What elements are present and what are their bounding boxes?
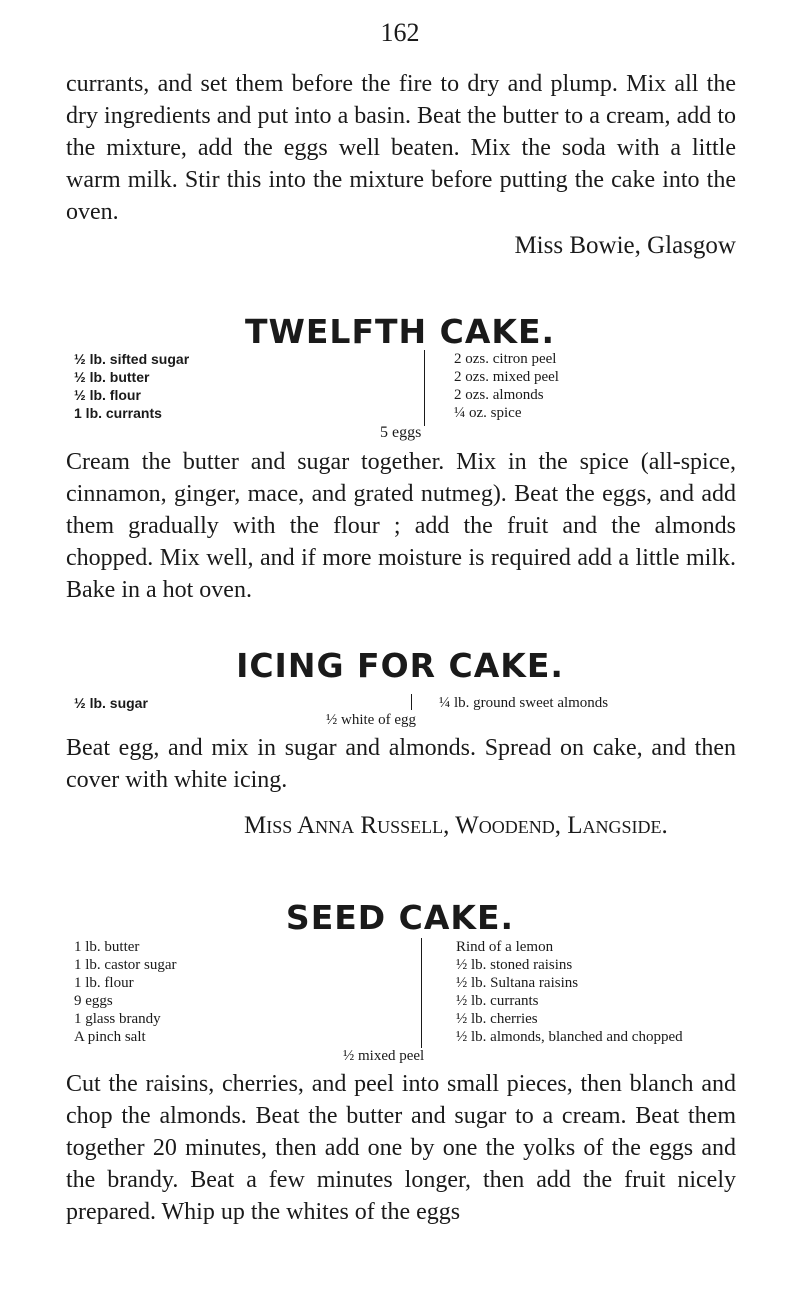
signature-bowie: Miss Bowie, Glasgow bbox=[514, 232, 736, 259]
signature-russell bbox=[244, 812, 668, 840]
ingredient-divider bbox=[411, 694, 412, 710]
ingredient-item: 9 eggs bbox=[74, 993, 113, 1009]
ingredient-item: 1 lb. flour bbox=[74, 975, 134, 991]
recipe-title-icing-for-cake: ICING FOR CAKE. bbox=[236, 646, 564, 685]
twelfth-cake-left-ingredients bbox=[74, 350, 189, 422]
twelfth-cake-right-ingredients bbox=[454, 350, 559, 422]
intro-paragraph: currants, and set them before the fire to dry and plump. Mix all the dry ingredients and put into a basin. Beat the butter to a cream, add to the mixture, add the eggs well beaten. Mix the soda with a little warm milk. Stir this into the mixture before putting the cake into the oven. bbox=[66, 71, 736, 225]
icing-right-ingredient: ¼ lb. ground sweet almonds bbox=[439, 695, 609, 711]
ingredient-item: ½ lb. currants bbox=[456, 993, 539, 1009]
ingredient-item: ½ lb. sifted sugar bbox=[74, 351, 190, 367]
ingredient-item: A pinch salt bbox=[74, 1029, 146, 1045]
recipe-title-twelfth-cake: TWELFTH CAKE. bbox=[244, 312, 556, 351]
ingredient-item: 2 ozs. almonds bbox=[454, 387, 544, 403]
seed-cake-left-ingredients bbox=[74, 938, 176, 1046]
ingredient-item: ½ lb. almonds, blanched and chopped bbox=[456, 1029, 683, 1045]
ingredient-item: 1 lb. castor sugar bbox=[74, 957, 177, 973]
seed-cake-right-ingredients bbox=[456, 938, 683, 1046]
ingredient-divider bbox=[421, 938, 422, 1048]
icing-center-ingredient: ½ white of egg bbox=[326, 712, 416, 728]
ingredient-item: ½ lb. flour bbox=[74, 387, 141, 403]
ingredient-divider bbox=[424, 350, 425, 426]
ingredient-item: 2 ozs. citron peel bbox=[454, 351, 557, 367]
twelfth-cake-method: Cream the butter and sugar together. Mix in the spice (all-spice, cinnamon, ginger, mace, and grated nutmeg). Beat the eggs, and add them gradually with the flour ; add the fruit and the almonds chopped. Mix well, and if more moisture is required add a little milk. Bake in a hot oven. bbox=[66, 449, 736, 603]
ingredient-item: Rind of a lemon bbox=[456, 939, 554, 955]
ingredient-item: 1 lb. butter bbox=[74, 939, 140, 955]
ingredient-item: 2 ozs. mixed peel bbox=[454, 369, 559, 385]
signature-text: Miss Anna Russell, Woodend, Langside. bbox=[244, 812, 668, 839]
ingredient-item: ½ lb. stoned raisins bbox=[456, 957, 573, 973]
ingredient-item: ½ lb. Sultana raisins bbox=[456, 975, 579, 991]
seed-cake-center-ingredient: ½ mixed peel bbox=[343, 1048, 425, 1064]
ingredient-item: ¼ oz. spice bbox=[454, 405, 522, 421]
icing-left-ingredient: ½ lb. sugar bbox=[74, 695, 148, 711]
ingredient-item: 1 glass brandy bbox=[74, 1011, 161, 1027]
ingredient-item: ½ lb. butter bbox=[74, 369, 150, 385]
twelfth-cake-center-ingredient: 5 eggs bbox=[380, 424, 422, 441]
ingredient-item: 1 lb. currants bbox=[74, 405, 162, 421]
recipe-title-seed-cake: SEED CAKE. bbox=[285, 898, 515, 937]
ingredient-item: ½ lb. cherries bbox=[456, 1011, 538, 1027]
seed-cake-method: Cut the raisins, cherries, and peel into small pieces, then blanch and chop the almonds. Beat the butter and sugar to a cream. Beat them together 20 minutes, then add one by one the yolks of the eggs and the brandy. Beat a few minutes longer, then add the fruit nicely prepared. Whip up the whites of the eggs bbox=[66, 1071, 736, 1225]
icing-method: Beat egg, and mix in sugar and almonds. Spread on cake, and then cover with white icing. bbox=[66, 735, 736, 793]
page-number: 162 bbox=[380, 18, 420, 47]
